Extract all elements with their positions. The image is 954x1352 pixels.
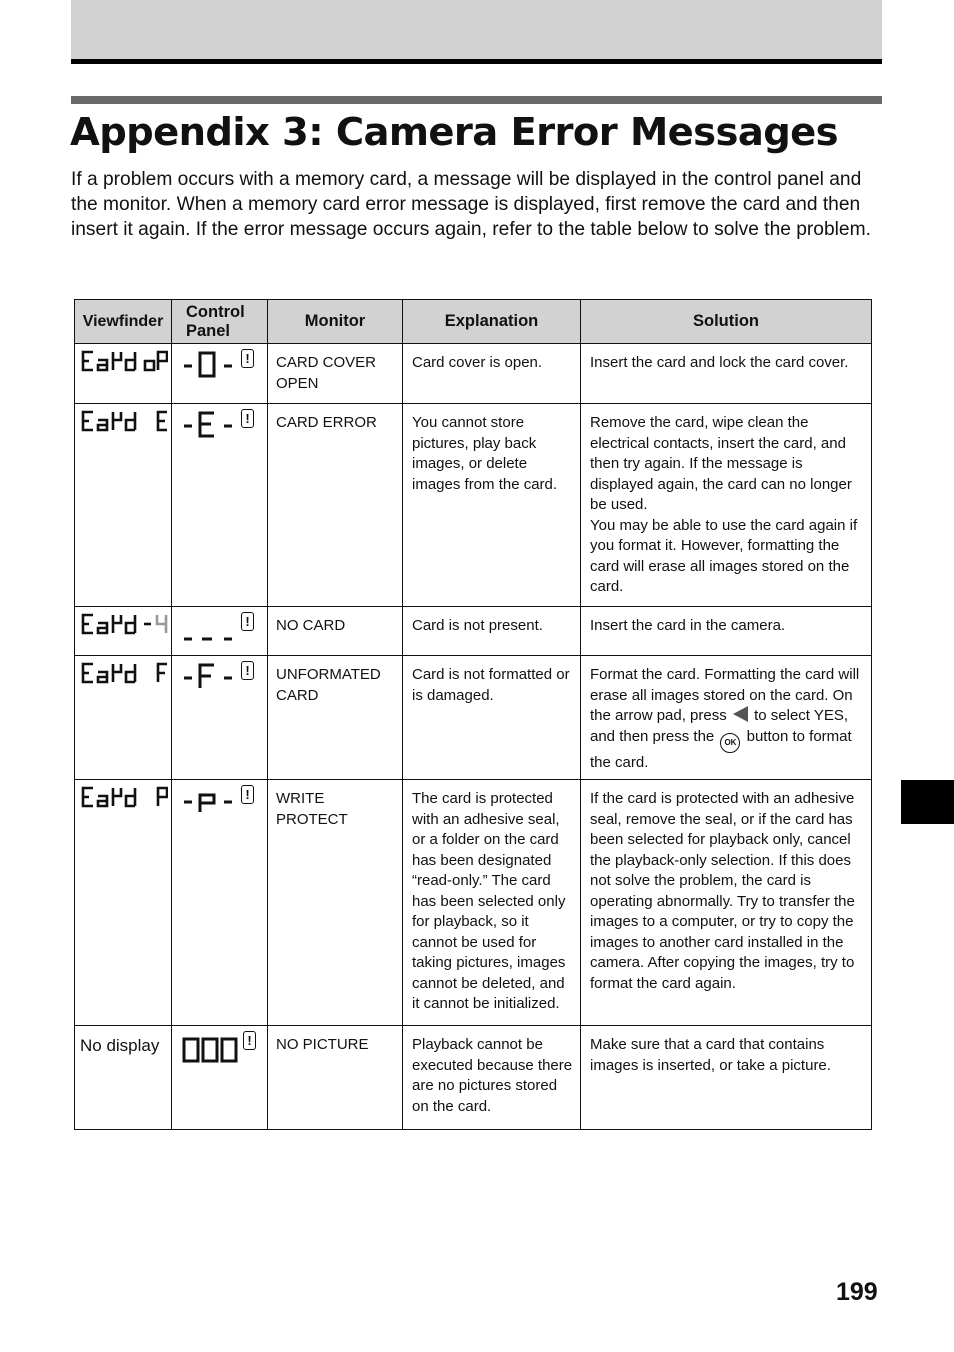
- monitor-cell: NO CARD: [268, 607, 403, 656]
- control-panel-cell: [172, 656, 268, 780]
- table-row: [75, 1026, 872, 1130]
- solution-text-a: Format the card. Formatting the card will erase all images stored on the card. On the arrow pad, press: [590, 666, 860, 724]
- solution-text-c: button to format the card.: [590, 727, 852, 771]
- control-panel-cell: [172, 344, 268, 404]
- ok-button-icon: OK: [720, 733, 740, 753]
- header-rule: [71, 59, 882, 64]
- header-band: [71, 0, 882, 60]
- error-messages-table: [74, 299, 872, 1130]
- explanation-cell: Playback cannot be executed because there are no pictures stored on the card.: [403, 1026, 581, 1130]
- viewfinder-cell: [75, 1026, 172, 1130]
- lcd-dash-o-dash-icon: [182, 349, 238, 379]
- warning-icon: !: [241, 785, 254, 804]
- table-row: [75, 780, 872, 1026]
- solution-cell: Make sure that a card that contains images is inserted, or take a picture.: [581, 1026, 872, 1130]
- table-row: [75, 656, 872, 780]
- table-row: [75, 404, 872, 607]
- lcd-dash-f-dash-icon: [182, 661, 238, 691]
- header-viewfinder: Viewfinder: [75, 300, 172, 344]
- solution-cell: [581, 404, 872, 607]
- title-rule: [71, 96, 882, 104]
- warning-icon: !: [241, 612, 254, 631]
- explanation-cell: You cannot store pictures, play back images, or delete images from the card.: [403, 404, 581, 607]
- monitor-cell: WRITE PROTECT: [268, 780, 403, 1026]
- control-panel-cell: [172, 607, 268, 656]
- lcd-card-op-icon: [80, 348, 168, 374]
- warning-icon: !: [241, 349, 254, 368]
- monitor-cell: NO PICTURE: [268, 1026, 403, 1130]
- control-panel-cell: [172, 404, 268, 607]
- monitor-cell: UNFORMATED CARD: [268, 656, 403, 780]
- solution-cell: If the card is protected with an adhesive seal, remove the seal, or if the card has been selected for playback only, cancel the playback-only selection. If this does not solve the problem, the card is operating abnormally. Try to transfer the images to a computer, or try to copy the images to another card installed in the camera. After copying the images, try to format the card again.: [581, 780, 872, 1026]
- explanation-cell: The card is protected with an adhesive seal, or a folder on the card has been designated “read-only.” The card has been selected only for playback, so it cannot be used for taking pictures, images cannot be deleted, and it cannot be initialized.: [403, 780, 581, 1026]
- viewfinder-cell: [75, 404, 172, 607]
- lcd-card-p-icon: [80, 784, 168, 810]
- control-panel-cell: [172, 1026, 268, 1130]
- header-monitor: Monitor: [268, 300, 403, 344]
- solution-cell: Insert the card in the camera.: [581, 607, 872, 656]
- warning-icon: !: [243, 1031, 256, 1050]
- table-header-row: [75, 300, 872, 344]
- solution-text: Remove the card, wipe clean the electrical contacts, insert the card, and then try again. If the message is displayed again, the card can no longer be used.: [590, 414, 852, 513]
- viewfinder-cell: [75, 607, 172, 656]
- table-row: [75, 607, 872, 656]
- header-solution: Solution: [581, 300, 872, 344]
- monitor-cell: CARD COVER OPEN: [268, 344, 403, 404]
- lcd-dash-p-dash-icon: [182, 785, 238, 815]
- header-control-panel: Control Panel: [172, 300, 268, 344]
- warning-icon: !: [241, 409, 254, 428]
- left-arrow-icon: [733, 706, 748, 722]
- lcd-card-none-icon: [80, 611, 168, 637]
- lcd-dash-e-dash-icon: [182, 409, 238, 439]
- control-panel-cell: [172, 780, 268, 1026]
- solution-cell: Insert the card and lock the card cover.: [581, 344, 872, 404]
- explanation-cell: Card is not formatted or is damaged.: [403, 656, 581, 780]
- table-row: [75, 344, 872, 404]
- page-title: Appendix 3: Camera Error Messages: [70, 110, 838, 155]
- solution-text-2: You may be able to use the card again if you format it. However, formatting the card will erase all images stored on the card.: [590, 516, 858, 595]
- intro-paragraph: If a problem occurs with a memory card, a message will be displayed in the control panel and the monitor. When a memory card error message is displayed, first remove the card and then insert it again. If the error message occurs again, refer to the table below to solve the problem.: [71, 169, 871, 240]
- monitor-cell: CARD ERROR: [268, 404, 403, 607]
- explanation-cell: Card is not present.: [403, 607, 581, 656]
- lcd-card-e-icon: [80, 408, 168, 434]
- solution-cell: [581, 656, 872, 780]
- lcd-dashes-icon: [182, 612, 238, 642]
- lcd-zeros-icon: [182, 1031, 240, 1065]
- header-explanation: Explanation: [403, 300, 581, 344]
- page-number: 199: [836, 1278, 878, 1306]
- solution-text-b: to select YES, and then press the: [590, 707, 849, 745]
- viewfinder-cell: [75, 656, 172, 780]
- warning-icon: !: [241, 661, 254, 680]
- viewfinder-text: No display: [80, 1036, 160, 1055]
- viewfinder-cell: [75, 344, 172, 404]
- explanation-cell: Card cover is open.: [403, 344, 581, 404]
- viewfinder-cell: [75, 780, 172, 1026]
- lcd-card-f-icon: [80, 660, 168, 686]
- chapter-tab: [901, 780, 954, 824]
